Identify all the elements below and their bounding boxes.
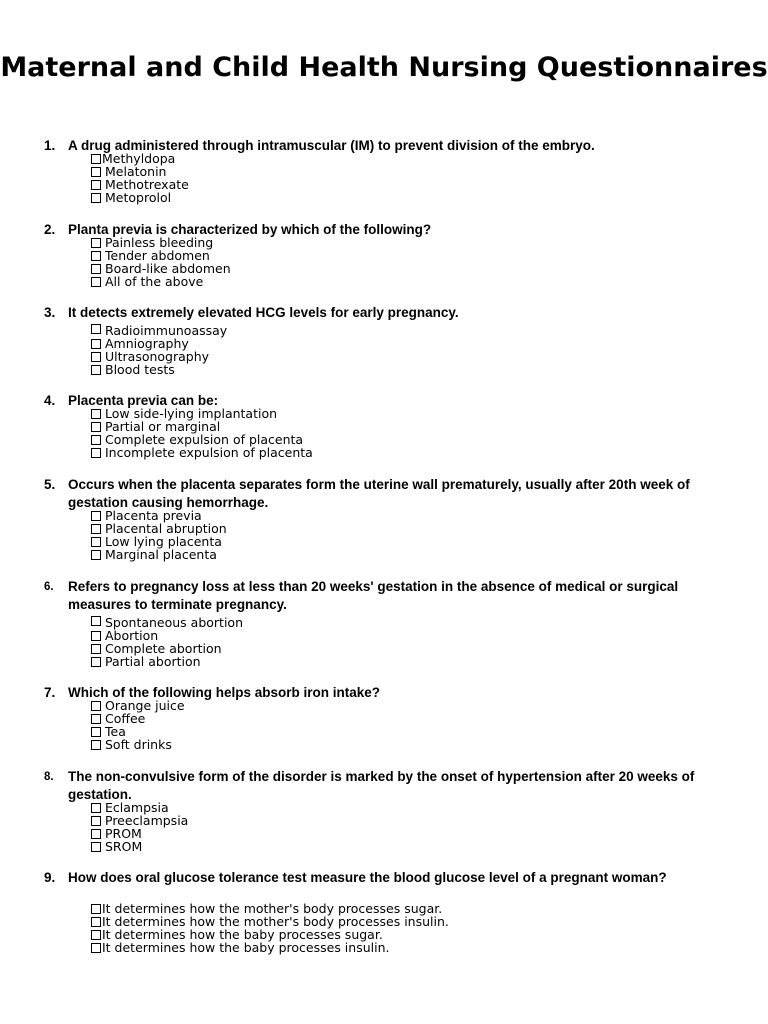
option-label: Metoprolol (105, 190, 172, 205)
question-number: 5. (44, 477, 56, 492)
checkbox-icon[interactable] (91, 324, 101, 334)
checkbox-icon[interactable] (91, 264, 101, 274)
question-text: Placenta previa can be: (68, 393, 219, 408)
option-list (91, 699, 185, 751)
checkbox-icon[interactable] (91, 943, 101, 953)
checkbox-icon[interactable] (91, 803, 101, 813)
option-label: It determines how the baby processes insulin. (102, 940, 390, 955)
option-label: Partial abortion (105, 654, 201, 669)
question-number: 2. (44, 222, 56, 237)
checkbox-icon[interactable] (91, 524, 101, 534)
option-label: Tea (105, 724, 126, 739)
checkbox-icon[interactable] (91, 511, 101, 521)
option-label: Painless bleeding (105, 235, 214, 250)
checkbox-icon[interactable] (91, 829, 101, 839)
option-label: Radioimmunoassay (105, 323, 228, 338)
checkbox-icon[interactable] (91, 435, 101, 445)
checkbox-icon[interactable] (91, 616, 101, 626)
question-text: The non-convulsive form of the disorder is marked by the onset of hypertension after 20 weeks of gestation. (68, 769, 695, 802)
checkbox-icon[interactable] (91, 238, 101, 248)
option-list (91, 902, 449, 954)
question-text: Which of the following helps absorb iron intake? (68, 685, 381, 700)
question-text: Planta previa is characterized by which of the following? (68, 222, 432, 237)
option-item[interactable] (91, 738, 185, 751)
question-number: 9. (44, 870, 56, 885)
option-label: Blood tests (105, 362, 175, 377)
checkbox-icon[interactable] (91, 631, 101, 641)
option-label: Coffee (105, 711, 146, 726)
checkbox-icon[interactable] (91, 714, 101, 724)
option-label: It determines how the baby processes sugar. (102, 927, 383, 942)
option-list (91, 324, 227, 376)
checkbox-icon[interactable] (91, 816, 101, 826)
checkbox-icon[interactable] (91, 193, 101, 203)
option-list (91, 152, 189, 204)
checkbox-icon[interactable] (91, 339, 101, 349)
checkbox-icon[interactable] (91, 422, 101, 432)
option-label: Methotrexate (105, 177, 189, 192)
option-label: It determines how the mother's body processes sugar. (102, 901, 443, 916)
option-label: Methyldopa (102, 151, 176, 166)
question-number: 1. (44, 138, 56, 153)
checkbox-icon[interactable] (91, 154, 101, 164)
question-text: Occurs when the placenta separates form the uterine wall prematurely, usually after 20th week of gestation causing hemorrhage. (68, 477, 690, 510)
checkbox-icon[interactable] (91, 701, 101, 711)
checkbox-icon[interactable] (91, 537, 101, 547)
option-item[interactable] (91, 655, 243, 668)
question-text: Refers to pregnancy loss at less than 20 weeks' gestation in the absence of medical or surgical measures to terminate pregnancy. (68, 579, 679, 612)
checkbox-icon[interactable] (91, 740, 101, 750)
option-label: Preeclampsia (105, 813, 189, 828)
option-label: Incomplete expulsion of placenta (105, 445, 313, 460)
option-label: SROM (105, 839, 143, 854)
checkbox-icon[interactable] (91, 409, 101, 419)
checkbox-icon[interactable] (91, 657, 101, 667)
checkbox-icon[interactable] (91, 251, 101, 261)
checkbox-icon[interactable] (91, 727, 101, 737)
question-number: 4. (44, 393, 56, 408)
question-number: 7. (44, 685, 56, 700)
option-label: Complete abortion (105, 641, 222, 656)
option-list (91, 801, 188, 853)
option-list (91, 509, 227, 561)
option-label: Marginal placenta (105, 547, 217, 562)
checkbox-icon[interactable] (91, 277, 101, 287)
option-label: Ultrasonography (105, 349, 210, 364)
option-label: Low lying placenta (105, 534, 222, 549)
option-list (91, 616, 243, 668)
option-label: Complete expulsion of placenta (105, 432, 304, 447)
option-label: All of the above (105, 274, 204, 289)
option-item[interactable] (91, 446, 313, 459)
option-label: It determines how the mother's body processes insulin. (102, 914, 449, 929)
question-text: A drug administered through intramuscular (IM) to prevent division of the embryo. (68, 138, 595, 153)
checkbox-icon[interactable] (91, 550, 101, 560)
checkbox-icon[interactable] (91, 930, 101, 940)
option-label: Amniography (105, 336, 189, 351)
question-number: 8. (44, 771, 54, 783)
checkbox-icon[interactable] (91, 180, 101, 190)
checkbox-icon[interactable] (91, 352, 101, 362)
checkbox-icon[interactable] (91, 842, 101, 852)
option-list (91, 236, 231, 288)
option-label: Melatonin (105, 164, 167, 179)
checkbox-icon[interactable] (91, 917, 101, 927)
option-item[interactable] (91, 191, 189, 204)
option-label: Partial or marginal (105, 419, 221, 434)
option-item[interactable] (91, 941, 449, 954)
option-label: Soft drinks (105, 737, 172, 752)
question-text: It detects extremely elevated HCG levels for early pregnancy. (68, 305, 459, 320)
option-label: Placental abruption (105, 521, 227, 536)
checkbox-icon[interactable] (91, 365, 101, 375)
option-list (91, 407, 313, 459)
page-title: Maternal and Child Health Nursing Questionnaires (0, 52, 768, 83)
option-label: Orange juice (105, 698, 185, 713)
checkbox-icon[interactable] (91, 644, 101, 654)
checkbox-icon[interactable] (91, 904, 101, 914)
option-item[interactable] (91, 275, 231, 288)
option-label: Abortion (105, 628, 159, 643)
question-number: 6. (44, 581, 54, 593)
option-item[interactable] (91, 548, 227, 561)
question-text: How does oral glucose tolerance test measure the blood glucose level of a pregnant woman? (68, 870, 667, 885)
option-label: Eclampsia (105, 800, 169, 815)
checkbox-icon[interactable] (91, 448, 101, 458)
option-label: Low side-lying implantation (105, 406, 278, 421)
question-number: 3. (44, 305, 56, 320)
option-label: Tender abdomen (105, 248, 210, 263)
option-item[interactable] (91, 840, 188, 853)
option-label: Board-like abdomen (105, 261, 231, 276)
option-item[interactable] (91, 363, 227, 376)
option-label: Spontaneous abortion (105, 615, 243, 630)
option-label: PROM (105, 826, 142, 841)
checkbox-icon[interactable] (91, 167, 101, 177)
option-label: Placenta previa (105, 508, 202, 523)
